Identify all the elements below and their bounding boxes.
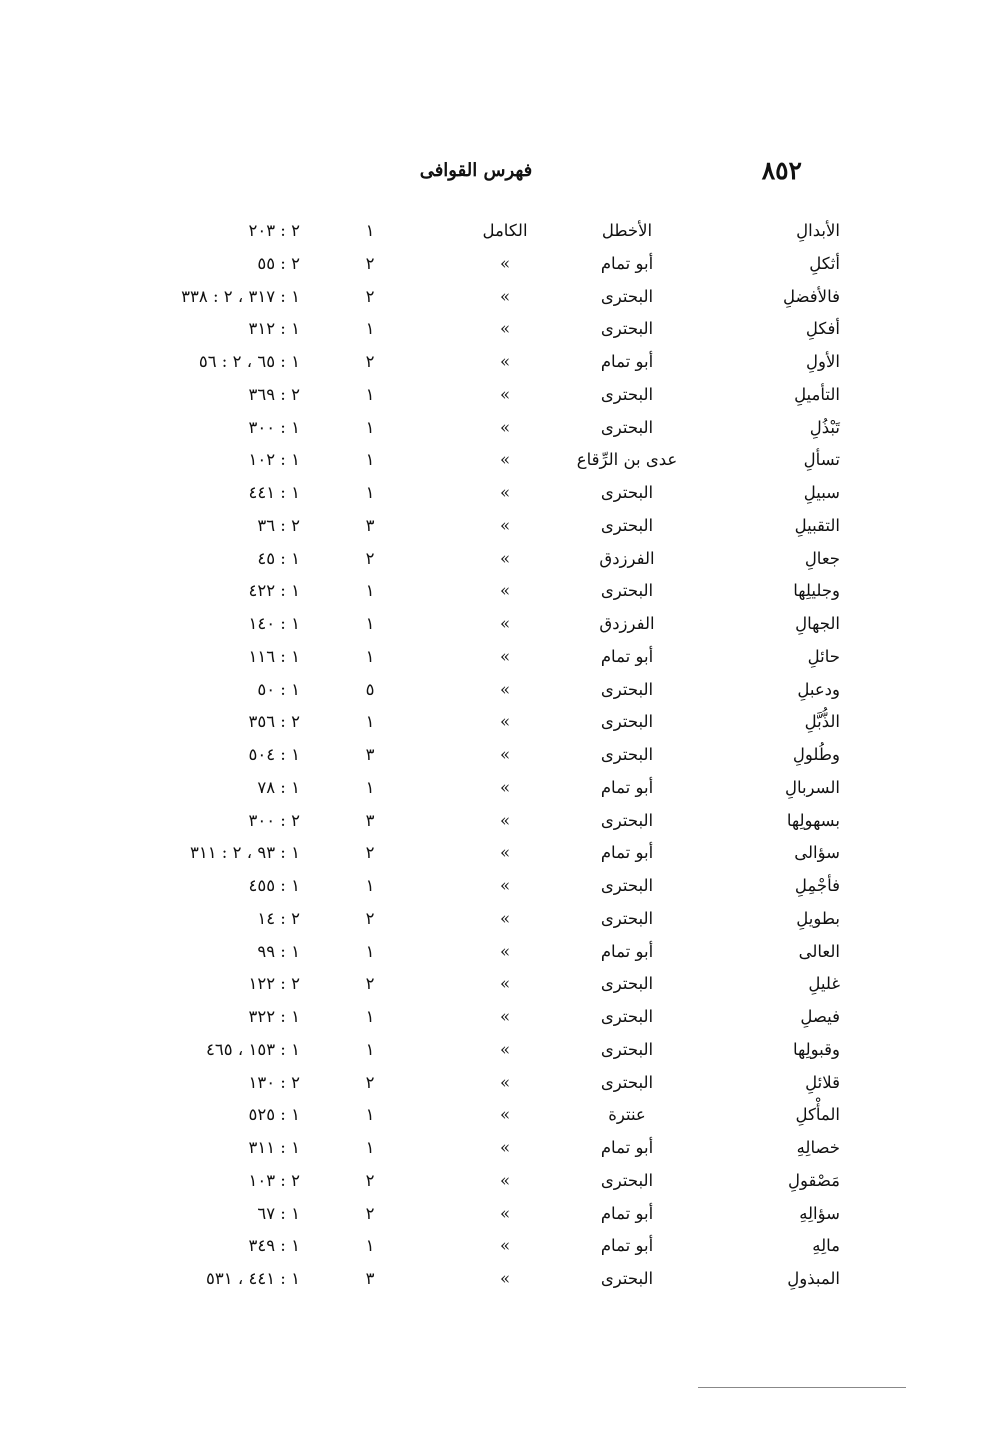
meter-name: » [499, 581, 511, 601]
poet-name: البحترى [600, 974, 654, 994]
verse-count: ١ [365, 483, 375, 502]
meter-name: » [499, 352, 511, 371]
poet-name: البحترى [600, 679, 654, 699]
poet-name: البحترى [600, 483, 654, 502]
verse-count: ١ [365, 1039, 375, 1059]
page-reference: ١ : ٣١٢ [248, 319, 300, 339]
poet-name: الأخطل [601, 221, 653, 240]
meter-name: » [499, 1236, 511, 1256]
verse-count: ١ [365, 417, 375, 437]
meter-name: » [499, 646, 511, 666]
page-reference: ٢ : ١٤ [257, 908, 300, 928]
meter-name: » [499, 1203, 511, 1223]
page-reference: ١ : ٥٠ [257, 679, 300, 699]
rhyme-word: الأولِ [806, 352, 840, 371]
table-row [0, 446, 1005, 479]
table-row [0, 414, 1005, 447]
meter-name: » [499, 1105, 511, 1125]
poet-name: الفرزدق [599, 614, 655, 633]
table-row [0, 643, 1005, 676]
verse-count: ٢ [365, 548, 375, 568]
meter-name: » [499, 810, 511, 830]
page-reference: ١ : ٩٣ ، ٢ : ٣١١ [189, 843, 300, 863]
table-row [0, 610, 1005, 643]
verse-count: ١ [365, 777, 375, 797]
rhyme-word: بسهولِها [786, 810, 840, 830]
verse-count: ١ [365, 614, 375, 633]
verse-count: ٢ [365, 1170, 375, 1190]
page-reference: ١ : ٣١٧ ، ٢ : ٣٣٨ [181, 286, 300, 306]
page-reference: ١ : ١١٦ [248, 646, 300, 666]
meter-name: » [499, 876, 511, 895]
rhyme-word: حائلِ [807, 646, 840, 666]
table-row [0, 283, 1005, 316]
page-reference: ٢ : ٣٥٦ [248, 712, 300, 732]
meter-name: » [499, 1170, 511, 1190]
poet-name: البحترى [600, 810, 654, 830]
rhyme-word: تَبْذُلِ [809, 417, 840, 437]
rhyme-word: ودعبلِ [797, 679, 840, 699]
rhyme-word: المبذولِ [787, 1269, 840, 1288]
meter-name: » [499, 745, 511, 764]
poet-name: البحترى [600, 319, 654, 339]
table-row [0, 839, 1005, 872]
poet-name: البحترى [600, 1072, 654, 1092]
table-row [0, 250, 1005, 283]
footnote-rule [698, 1387, 906, 1388]
table-row [0, 774, 1005, 807]
page-reference: ٢ : ٣٦ [257, 515, 300, 535]
page-reference: ١ : ٤٥ [257, 548, 300, 568]
verse-count: ٣ [365, 810, 375, 830]
meter-name: » [499, 712, 511, 732]
poet-name: الفرزدق [599, 548, 655, 568]
table-row [0, 741, 1005, 774]
rhyme-word: جعالِ [804, 548, 840, 568]
rhyme-word: وقبولِها [792, 1039, 840, 1059]
table-row [0, 905, 1005, 938]
table-row [0, 479, 1005, 512]
verse-count: ١ [365, 221, 375, 240]
page-reference: ٢ : ١٢٢ [248, 974, 300, 994]
poet-name: البحترى [600, 712, 654, 732]
poet-name: البحترى [600, 384, 654, 404]
poet-name: البحترى [600, 1269, 654, 1288]
page-reference: ١ : ١٤٠ [248, 614, 300, 633]
page-reference: ١ : ٤٥٥ [248, 876, 300, 895]
poet-name: أبو تمام [600, 253, 654, 273]
poet-name: أبو تمام [600, 941, 654, 961]
page-number: ٨٥٢ [761, 156, 802, 185]
rhyme-word: بطويلِ [796, 908, 840, 928]
rhyme-word: فالأفضلِ [782, 286, 840, 306]
verse-count: ٣ [365, 1269, 375, 1288]
meter-name: » [499, 286, 511, 306]
page-reference: ٢ : ٣٠٠ [248, 810, 300, 830]
table-row [0, 1167, 1005, 1200]
page-reference: ٢ : ١٣٠ [248, 1072, 300, 1092]
verse-count: ١ [365, 876, 375, 895]
verse-count: ١ [365, 646, 375, 666]
table-row [0, 1036, 1005, 1069]
table-row [0, 708, 1005, 741]
rhyme-word: مالِهِ [812, 1236, 840, 1256]
rhyme-word: تسألِ [803, 450, 840, 470]
poet-name: البحترى [600, 908, 654, 928]
poet-name: البحترى [600, 417, 654, 437]
verse-count: ١ [365, 941, 375, 961]
table-row [0, 1232, 1005, 1265]
page-reference: ١ : ٣٠٠ [248, 417, 300, 437]
meter-name: » [499, 1072, 511, 1092]
meter-name: » [499, 974, 511, 994]
table-row [0, 676, 1005, 709]
verse-count: ٢ [365, 286, 375, 306]
verse-count: ١ [365, 319, 375, 339]
meter-name: » [499, 483, 511, 502]
table-row [0, 1101, 1005, 1134]
meter-name: » [499, 1039, 511, 1059]
poet-name: البحترى [600, 745, 654, 764]
verse-count: ٢ [365, 908, 375, 928]
page-reference: ١ : ٣١١ [248, 1138, 300, 1157]
page-reference: ١ : ٦٧ [257, 1203, 300, 1223]
poet-name: عدى بن الرِّقاع [576, 450, 678, 470]
table-row [0, 1134, 1005, 1167]
poet-name: أبو تمام [600, 1138, 654, 1157]
poet-name: أبو تمام [600, 352, 654, 371]
rhyme-index-table [0, 217, 1005, 1298]
verse-count: ١ [365, 1007, 375, 1026]
rhyme-word: مَصْقولِ [787, 1170, 840, 1190]
verse-count: ١ [365, 1138, 375, 1157]
rhyme-word: التأميلِ [794, 384, 840, 404]
poet-name: البحترى [600, 581, 654, 601]
poet-name: أبو تمام [600, 777, 654, 797]
rhyme-word: فأجْمِلِ [794, 876, 840, 895]
verse-count: ١ [365, 1105, 375, 1125]
table-row [0, 807, 1005, 840]
table-row [0, 1200, 1005, 1233]
table-row [0, 348, 1005, 381]
page-reference: ٢ : ٢٠٣ [248, 221, 300, 240]
rhyme-word: سؤالِهِ [799, 1203, 840, 1223]
rhyme-word: وجليلِها [793, 581, 840, 601]
rhyme-word: سبيلِ [803, 483, 840, 502]
poet-name: البحترى [600, 876, 654, 895]
poet-name: أبو تمام [600, 646, 654, 666]
verse-count: ١ [365, 384, 375, 404]
rhyme-word: الأبدالِ [796, 221, 840, 240]
table-row [0, 872, 1005, 905]
meter-name: » [499, 614, 511, 633]
rhyme-word: أثكلِ [809, 253, 840, 273]
poet-name: البحترى [600, 286, 654, 306]
meter-name: » [499, 548, 511, 568]
table-row [0, 1003, 1005, 1036]
page-reference: ٢ : ١٠٣ [248, 1170, 300, 1190]
rhyme-word: فيصلِ [800, 1007, 840, 1026]
poet-name: أبو تمام [600, 1236, 654, 1256]
meter-name: » [499, 679, 511, 699]
rhyme-word: أفكلِ [805, 319, 840, 339]
poet-name: عنترة [608, 1105, 646, 1125]
verse-count: ٥ [365, 679, 375, 699]
meter-name: » [499, 941, 511, 961]
table-row [0, 315, 1005, 348]
meter-name: » [499, 908, 511, 928]
page-reference: ١ : ٤٤١ ، ٥٣١ [206, 1269, 300, 1288]
meter-name: » [499, 1138, 511, 1157]
rhyme-word: الجهالِ [795, 614, 840, 633]
page-reference: ١ : ٧٨ [257, 777, 300, 797]
poet-name: أبو تمام [600, 1203, 654, 1223]
page-reference: ١ : ١٠٢ [248, 450, 300, 470]
page-reference: ١ : ١٥٣ ، ٤٦٥ [206, 1039, 300, 1059]
meter-name: » [499, 384, 511, 404]
meter-name: » [499, 253, 511, 273]
meter-name: » [499, 417, 511, 437]
table-row [0, 577, 1005, 610]
poet-name: البحترى [600, 515, 654, 535]
rhyme-word: التقبيلِ [794, 515, 840, 535]
poet-name: البحترى [600, 1007, 654, 1026]
rhyme-word: السربالِ [784, 777, 840, 797]
meter-name: » [499, 515, 511, 535]
running-title: فهرس القوافى [419, 160, 533, 181]
verse-count: ١ [365, 1236, 375, 1256]
rhyme-word: الذُّبَّلِ [804, 712, 840, 732]
meter-name: » [499, 1007, 511, 1026]
verse-count: ٢ [365, 1072, 375, 1092]
rhyme-word: المأْكلِ [795, 1105, 840, 1125]
meter-name: » [499, 777, 511, 797]
rhyme-word: سؤالى [794, 843, 840, 863]
table-row [0, 970, 1005, 1003]
page-reference: ١ : ٤٤١ [248, 483, 300, 502]
verse-count: ١ [365, 712, 375, 732]
verse-count: ٢ [365, 1203, 375, 1223]
verse-count: ٣ [365, 745, 375, 764]
page-reference: ٢ : ٣٦٩ [248, 384, 300, 404]
verse-count: ١ [365, 581, 375, 601]
table-row [0, 545, 1005, 578]
rhyme-word: العالى [798, 941, 840, 961]
page-reference: ١ : ٥٠٤ [248, 745, 300, 764]
verse-count: ٢ [365, 843, 375, 863]
meter-name: » [499, 843, 511, 863]
table-row [0, 1265, 1005, 1298]
page-reference: ١ : ٣٤٩ [248, 1236, 300, 1256]
table-row [0, 217, 1005, 250]
table-row [0, 512, 1005, 545]
verse-count: ٢ [365, 253, 375, 273]
verse-count: ١ [365, 450, 375, 470]
page-reference: ٢ : ٥٥ [257, 253, 300, 273]
meter-name: » [499, 450, 511, 470]
verse-count: ٢ [365, 974, 375, 994]
page-reference: ١ : ٣٢٢ [248, 1007, 300, 1026]
page-reference: ١ : ٤٢٢ [248, 581, 300, 601]
table-row [0, 938, 1005, 971]
rhyme-word: غليلِ [808, 974, 840, 994]
page-reference: ١ : ٩٩ [257, 941, 300, 961]
rhyme-word: قلائلِ [805, 1072, 840, 1092]
page-reference: ١ : ٥٢٥ [248, 1105, 300, 1125]
poet-name: أبو تمام [600, 843, 654, 863]
rhyme-word: خصالِهِ [796, 1138, 840, 1157]
table-row [0, 381, 1005, 414]
meter-name: » [499, 319, 511, 339]
poet-name: البحترى [600, 1039, 654, 1059]
meter-name: » [499, 1269, 511, 1288]
verse-count: ٣ [365, 515, 375, 535]
verse-count: ٢ [365, 352, 375, 371]
table-row [0, 1069, 1005, 1102]
page-reference: ١ : ٦٥ ، ٢ : ٥٦ [198, 352, 300, 371]
rhyme-word: وطُلولِ [792, 745, 840, 764]
poet-name: البحترى [600, 1170, 654, 1190]
meter-name: الكامل [482, 221, 528, 240]
